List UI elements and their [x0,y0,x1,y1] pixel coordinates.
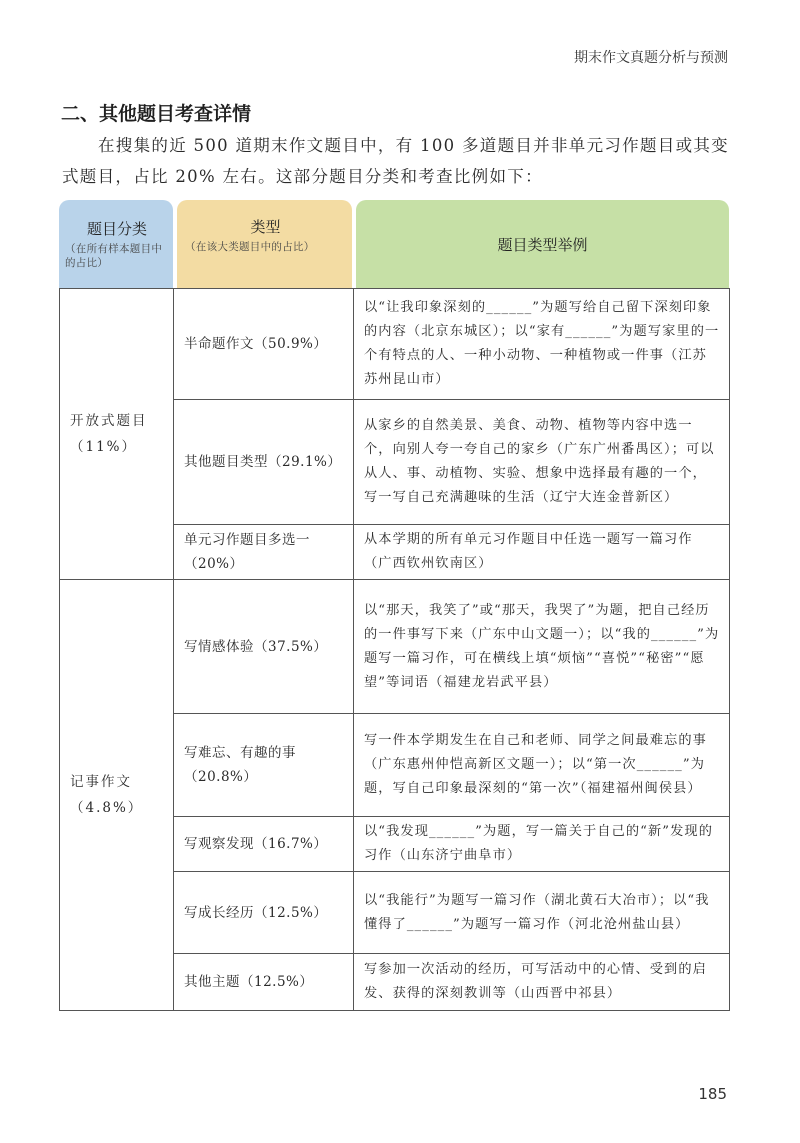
example-cell: 写一件本学期发生在自己和老师、同学之间最难忘的事（广东惠州仲恺高新区文题一）；以“第一次______”为题，写自己印象最深刻的“第一次”（福建福州闽侯县） [354,714,730,817]
header-type-title: 类型 [250,218,281,236]
example-cell: 以“我发现______”为题，写一篇关于自己的“新”发现的习作（山东济宁曲阜市） [354,817,730,872]
type-cell [174,580,354,714]
header-examples [356,200,729,288]
type-label: 单元习作题目多选一（20%） [184,532,310,572]
type-cell [174,872,354,954]
section-title: 二、其他题目考查详情 [61,103,252,125]
header-examples-title: 题目类型举例 [497,235,588,254]
header-type-note: （在该大类题目中的占比） [185,241,315,253]
type-label: 其他主题（12.5%） [184,974,314,990]
header-category-title: 题目分类 [86,220,147,238]
type-cell [174,714,354,817]
table-body [59,288,730,1011]
type-cell [174,525,354,580]
example-cell: 写参加一次活动的经历，可写活动中的心情、受到的启发、获得的深刻教训等（山西晋中祁县） [354,954,730,1011]
category-share: （4.8%） [70,800,144,816]
example-cell: 以“那天，我笑了”或“那天，我哭了”为题，把自己经历的一件事写下来（广东中山文题一）；以“我的______”为题写一篇习作，可在横线上填“烦恼”“喜悦”“秘密”“愿望”等词语（福建龙岩武平县） [354,580,730,714]
header-type [177,200,352,288]
type-cell [174,817,354,872]
type-cell [174,289,354,400]
running-header: 期末作文真题分析与预测 [574,50,728,66]
type-label: 写难忘、有趣的事（20.8%） [184,745,296,785]
type-label: 写情感体验（37.5%） [184,638,328,655]
page-number: 185 [698,1085,727,1103]
table-row [60,580,730,714]
example-cell: 从本学期的所有单元习作题目中任选一题写一篇习作（广西钦州钦南区） [354,525,730,580]
type-label: 写观察发现（16.7%） [184,836,328,852]
type-label: 写成长经历（12.5%） [184,904,328,921]
example-cell: 以“让我印象深刻的______”为题写给自己留下深刻印象的内容（北京东城区）；以“家有______”为题写家里的一个有特点的人、一种小动物、一种植物或一件事（江苏苏州昆山市） [354,289,730,400]
example-cell: 从家乡的自然美景、美食、动物、植物等内容中选一个，向别人夸一夸自己的家乡（广东广州番禺区）；可以从人、事、动植物、实验、想象中选择最有趣的一个，写一写自己充满趣味的生活（辽宁大连金普新区） [354,400,730,525]
category-cell-narrative [60,580,174,1011]
table-row [60,289,730,400]
category-name: 开放式题目 [70,413,148,429]
type-label: 其他题目类型（29.1%） [184,454,342,470]
category-share: （11%） [70,439,138,455]
intro-paragraph: 在搜集的近 500 道期末作文题目中，有 100 多道题目并非单元习作题目或其变式题目，占比 20% 左右。这部分题目分类和考查比例如下： [62,136,729,186]
table-header-row [59,200,729,288]
category-cell-open [60,289,174,580]
header-category [59,200,173,288]
header-category-note: （在所有样本题目中的占比） [65,243,163,269]
category-name: 记事作文 [70,774,132,790]
type-label: 半命题作文（50.9%） [184,336,328,352]
type-cell [174,400,354,525]
type-cell [174,954,354,1011]
category-table [59,200,729,1011]
example-cell: 以“我能行”为题写一篇习作（湖北黄石大冶市）；以“我懂得了______”为题写一篇习作（河北沧州盐山县） [354,872,730,954]
